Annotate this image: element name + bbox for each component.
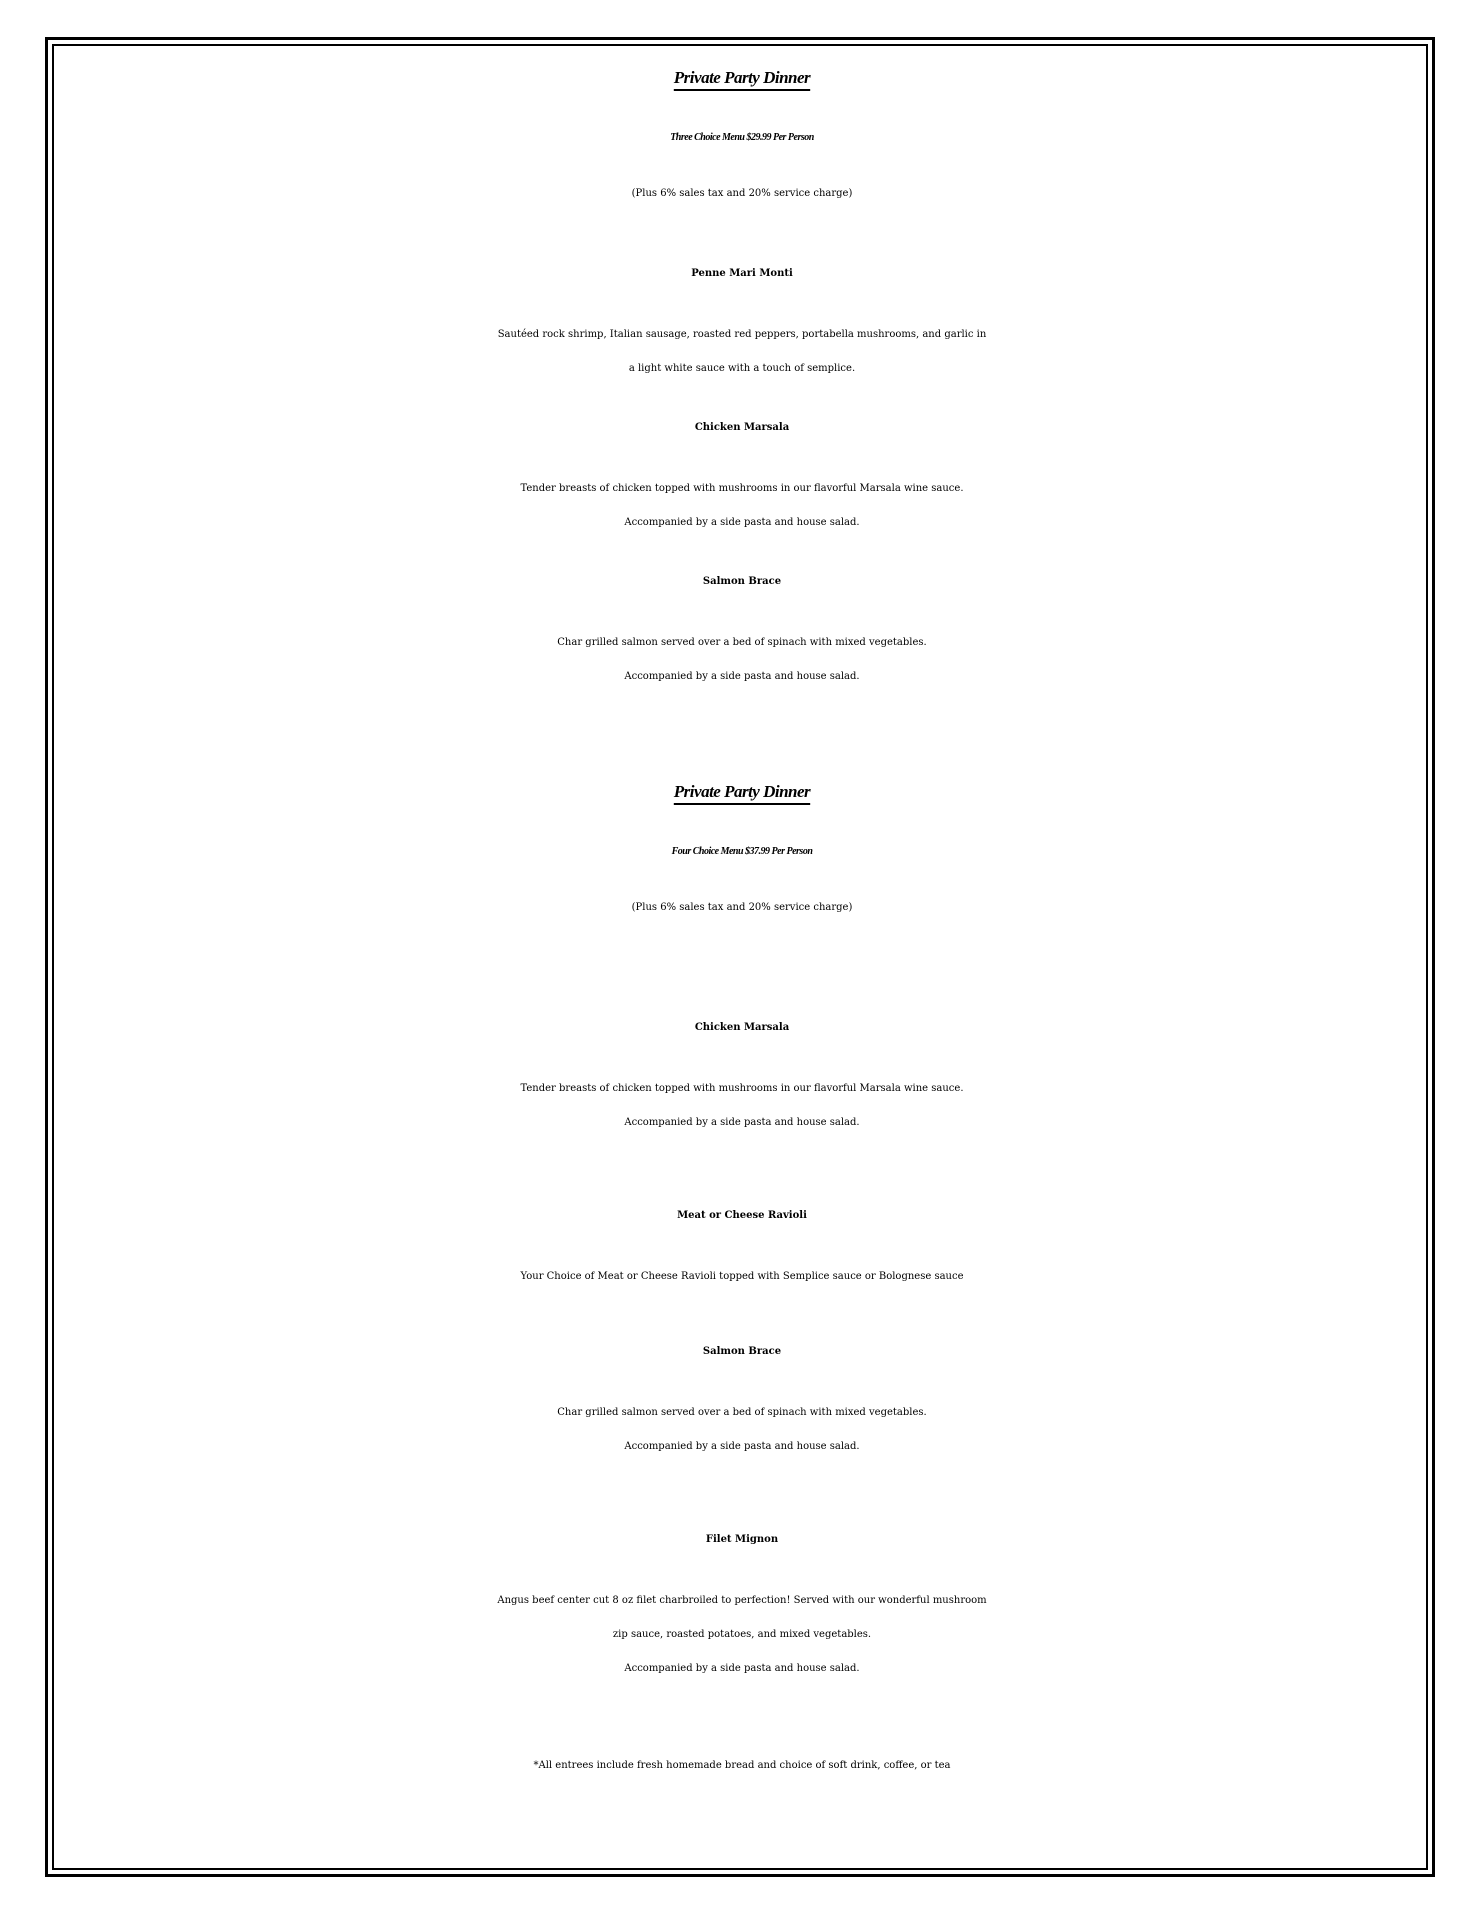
dish-description: Accompanied by a side pasta and house salad. [624,517,860,528]
dish-description: Tender breasts of chicken topped with mushrooms in our flavorful Marsala wine sauce. [520,1083,964,1094]
section-subtitle: Three Choice Menu $29.99 Per Person [670,132,814,143]
dish-name: Salmon Brace [702,1346,782,1357]
footnote: *All entrees include fresh homemade bread and choice of soft drink, coffee, or tea [533,1760,951,1771]
section-title: Private Party Dinner [673,782,811,801]
dish-name: Filet Mignon [705,1534,779,1545]
section-title: Private Party Dinner [673,68,811,87]
section-note: (Plus 6% sales tax and 20% service charge) [631,188,853,199]
dish-description: Char grilled salmon served over a bed of spinach with mixed vegetables. [557,1407,927,1418]
dish-description: Char grilled salmon served over a bed of spinach with mixed vegetables. [557,637,927,648]
dish-description: a light white sauce with a touch of semplice. [628,363,856,374]
section-note: (Plus 6% sales tax and 20% service charge) [631,902,853,913]
dish-description: Accompanied by a side pasta and house salad. [624,1441,860,1452]
section-subtitle: Four Choice Menu $37.99 Per Person [671,846,813,857]
dish-description: Tender breasts of chicken topped with mushrooms in our flavorful Marsala wine sauce. [520,483,964,494]
dish-description: Accompanied by a side pasta and house salad. [624,1663,860,1674]
dish-description: Accompanied by a side pasta and house salad. [624,1117,860,1128]
dish-name: Salmon Brace [702,576,782,587]
dish-name: Chicken Marsala [694,422,790,433]
dish-description: Your Choice of Meat or Cheese Ravioli topped with Semplice sauce or Bolognese sauce [520,1271,964,1282]
dish-name: Meat or Cheese Ravioli [677,1210,807,1221]
dish-description: Angus beef center cut 8 oz filet charbroiled to perfection! Served with our wonderful mushroom [497,1595,987,1606]
dish-description: Accompanied by a side pasta and house salad. [624,671,860,682]
dish-name: Penne Mari Monti [691,268,793,279]
dish-description: Sautéed rock shrimp, Italian sausage, roasted red peppers, portabella mushrooms, and garlic in [497,329,987,340]
dish-description: zip sauce, roasted potatoes, and mixed vegetables. [612,1629,872,1640]
dish-name: Chicken Marsala [694,1022,790,1033]
